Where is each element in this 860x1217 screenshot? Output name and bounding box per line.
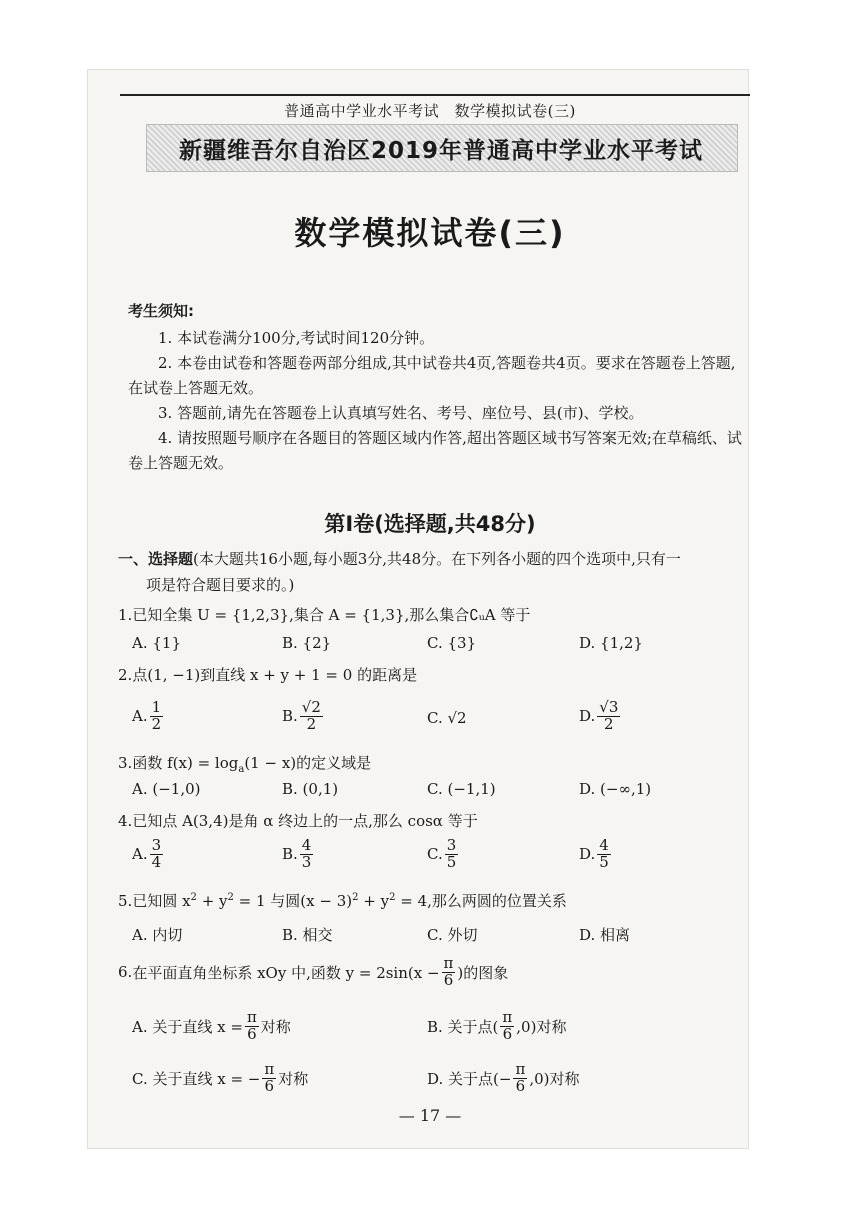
log-base: a — [238, 764, 245, 775]
option-d: D. 相离 — [579, 926, 631, 944]
numerator: 3 — [151, 836, 162, 854]
denominator: 6 — [443, 970, 454, 989]
fraction — [245, 1010, 259, 1043]
denominator: 2 — [604, 714, 614, 733]
denominator: 3 — [301, 852, 312, 871]
numerator: 1 — [151, 698, 162, 716]
notice-item: 1. 本试卷满分100分,考试时间120分钟。 — [158, 329, 435, 347]
exponent: 2 — [389, 892, 396, 903]
question-6-options-row1 — [132, 1010, 752, 1050]
instruction-label: 一、选择题 — [118, 550, 194, 568]
option-letter: B. — [282, 845, 298, 864]
fraction — [445, 838, 459, 871]
option-c — [427, 838, 460, 871]
option-b — [427, 1010, 566, 1043]
denominator: 6 — [264, 1076, 275, 1095]
option-d: D. (−∞,1) — [579, 780, 652, 798]
fraction — [300, 838, 314, 871]
fraction — [500, 1010, 514, 1043]
option-b: B. {2} — [282, 634, 332, 652]
section-title: 第Ⅰ卷(选择题,共48分) — [324, 512, 536, 536]
option-text: D. 关于点(− — [427, 1069, 512, 1088]
numerator: π — [502, 1008, 513, 1026]
numerator: 4 — [599, 836, 609, 854]
exponent: 2 — [190, 892, 197, 903]
option-b — [282, 838, 315, 871]
option-b — [282, 700, 325, 733]
question-4-options — [132, 838, 752, 878]
option-c: C. {3} — [427, 634, 477, 652]
question-stem: (1 − x)的定义域是 — [244, 754, 372, 772]
denominator: 5 — [446, 852, 457, 871]
option-letter: C. — [427, 845, 443, 864]
notice-item: 3. 答题前,请先在答题卷上认真填写姓名、考号、座位号、县(市)、学校。 — [158, 404, 644, 422]
question-number: 2. — [118, 666, 133, 684]
page-number: — 17 — — [398, 1106, 462, 1125]
question-number: 5. — [118, 892, 133, 910]
option-text: 对称 — [278, 1069, 309, 1088]
fraction — [513, 1062, 527, 1095]
option-d: D. {1,2} — [579, 634, 643, 652]
banner-title: 新疆维吾尔自治区2019年普通高中学业水平考试 — [178, 138, 703, 164]
denominator: 2 — [151, 714, 162, 733]
option-a — [132, 1010, 291, 1043]
option-text: C. 关于直线 x = − — [132, 1069, 261, 1088]
option-c — [132, 1062, 308, 1095]
numerator: √2 — [301, 698, 321, 716]
option-a: A. (−1,0) — [132, 780, 201, 798]
option-a — [132, 700, 165, 733]
option-text: A. 关于直线 x = — [132, 1017, 243, 1036]
fraction — [150, 838, 164, 871]
option-letter: B. — [282, 707, 298, 726]
question-stem: = 1 与圆(x − 3) — [233, 892, 353, 910]
numerator: √3 — [599, 698, 619, 716]
option-c: C. (−1,1) — [427, 780, 496, 798]
option-b: B. (0,1) — [282, 780, 339, 798]
denominator: 6 — [502, 1024, 513, 1043]
header-rule — [120, 94, 750, 96]
option-a: A. {1} — [132, 634, 181, 652]
notice-list — [128, 326, 750, 476]
instruction-text: (本大题共16小题,每小题3分,共48分。在下列各小题的四个选项中,只有一 — [193, 550, 681, 568]
question-stem: 在平面直角坐标系 xOy 中,函数 y = 2sin(x − — [132, 963, 440, 982]
option-text: ,0)对称 — [529, 1069, 580, 1088]
exponent: 2 — [227, 892, 234, 903]
fraction — [300, 700, 323, 733]
option-text: 对称 — [260, 1017, 291, 1036]
denominator: 6 — [247, 1024, 257, 1043]
question-stem: = 4,那么两圆的位置关系 — [395, 892, 567, 910]
exponent: 2 — [352, 892, 359, 903]
numerator: π — [443, 954, 454, 972]
denominator: 4 — [151, 852, 162, 871]
question-4 — [118, 810, 758, 831]
question-6-options-row2 — [132, 1062, 752, 1102]
question-stem: 点(1, −1)到直线 x + y + 1 = 0 的距离是 — [132, 666, 418, 684]
denominator: 6 — [515, 1076, 526, 1095]
notice-item: 4. 请按照题号顺序在各题目的答题区域内作答,超出答题区域书写答案无效;在草稿纸、试卷上答题无效。 — [128, 429, 742, 472]
numerator: π — [515, 1060, 526, 1078]
question-2 — [118, 664, 758, 685]
denominator: 5 — [599, 852, 609, 871]
numerator: π — [264, 1060, 275, 1078]
question-stem: + y — [358, 892, 390, 910]
question-3 — [118, 752, 758, 775]
option-letter: D. — [579, 707, 596, 726]
question-stem: + y — [196, 892, 228, 910]
question-stem: 函数 f(x) = log — [132, 754, 239, 772]
option-text: B. 关于点( — [427, 1017, 499, 1036]
notice-item: 2. 本卷由试卷和答题卷两部分组成,其中试卷共4页,答题卷共4页。要求在答题卷上答题,在试卷上答题无效。 — [128, 354, 736, 397]
exam-title: 数学模拟试卷(三) — [294, 214, 566, 252]
notice-heading: 考生须知: — [128, 302, 194, 320]
option-a — [132, 838, 165, 871]
numerator: π — [246, 1008, 257, 1026]
question-6 — [118, 956, 758, 989]
option-letter: D. — [579, 845, 596, 864]
question-number: 1. — [118, 606, 133, 624]
numerator: 4 — [301, 836, 312, 854]
option-d — [427, 1062, 579, 1095]
question-2-options — [132, 700, 752, 740]
question-number: 6. — [118, 963, 133, 982]
option-a: A. 内切 — [132, 926, 183, 944]
denominator: 2 — [306, 714, 317, 733]
section-instructions — [118, 546, 754, 598]
option-text: ,0)对称 — [516, 1017, 567, 1036]
option-letter: A. — [132, 707, 148, 726]
question-stem: 已知点 A(3,4)是角 α 终边上的一点,那么 cosα 等于 — [132, 812, 478, 830]
question-stem: 已知全集 U = {1,2,3},集合 A = {1,3},那么集合∁ᵤA 等于 — [132, 606, 531, 624]
fraction — [597, 700, 620, 733]
fraction — [262, 1062, 276, 1095]
option-letter: A. — [132, 845, 148, 864]
question-stem: 已知圆 x — [132, 892, 191, 910]
question-number: 4. — [118, 812, 133, 830]
fraction — [150, 700, 164, 733]
instruction-text: 项是符合题目要求的。) — [146, 576, 295, 594]
option-d — [579, 700, 622, 733]
fraction — [442, 956, 456, 989]
running-title: 普通高中学业水平考试 数学模拟试卷(三) — [284, 102, 576, 120]
question-5 — [118, 890, 758, 911]
fraction — [597, 838, 611, 871]
option-c: C. √2 — [427, 709, 467, 727]
question-stem: )的图象 — [457, 963, 509, 982]
option-c: C. 外切 — [427, 926, 478, 944]
question-number: 3. — [118, 754, 133, 772]
option-b: B. 相交 — [282, 926, 333, 944]
question-1 — [118, 604, 758, 625]
option-d — [579, 838, 613, 871]
numerator: 3 — [446, 836, 457, 854]
